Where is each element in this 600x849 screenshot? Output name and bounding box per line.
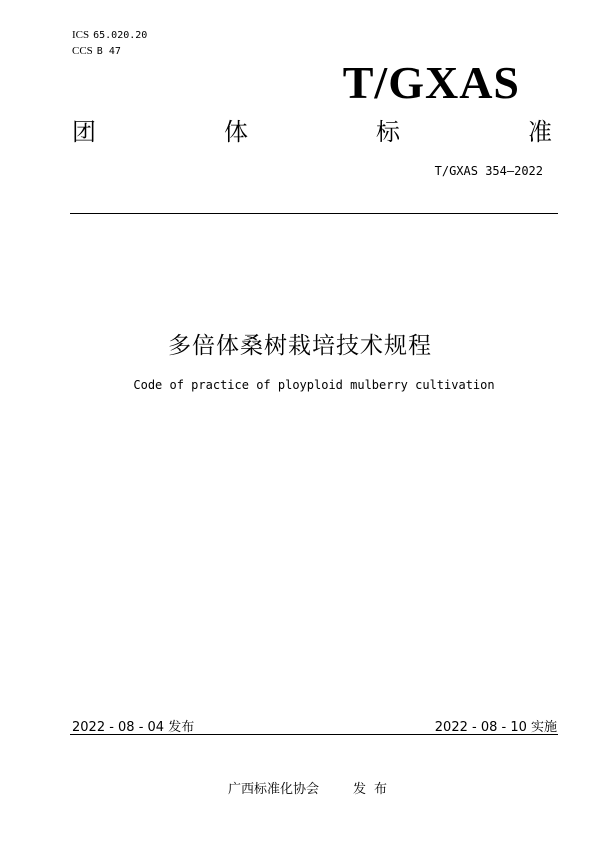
org-code: T/GXAS bbox=[342, 57, 520, 108]
ics-code bbox=[72, 29, 147, 41]
title-english: Code of practice of ployploid mulberry cultivation bbox=[133, 378, 495, 392]
std-type-char-2: 体 bbox=[224, 118, 248, 146]
publisher: 广西标准化协会 bbox=[228, 782, 320, 797]
title-chinese: 多倍体桑树栽培技术规程 bbox=[168, 333, 432, 359]
ccs-code bbox=[72, 45, 121, 57]
std-type-char-1: 团 bbox=[72, 118, 96, 146]
standard-type bbox=[72, 112, 552, 147]
ics-label: ICS bbox=[72, 29, 90, 41]
bottom-divider bbox=[70, 734, 558, 735]
std-type-char-4: 准 bbox=[528, 118, 552, 146]
publish-label: 发布 bbox=[353, 782, 396, 797]
implementation-date: 2022 - 08 - 10 实施 bbox=[434, 720, 557, 735]
ics-value: 65.020.20 bbox=[93, 30, 148, 41]
ccs-value: B 47 bbox=[96, 46, 121, 57]
ccs-label: CCS bbox=[72, 45, 93, 57]
std-type-char-3: 标 bbox=[376, 118, 400, 146]
issue-date: 2022 - 08 - 04 发布 bbox=[72, 720, 195, 735]
top-divider bbox=[70, 213, 558, 214]
standard-number: T/GXAS 354—2022 bbox=[434, 164, 543, 178]
